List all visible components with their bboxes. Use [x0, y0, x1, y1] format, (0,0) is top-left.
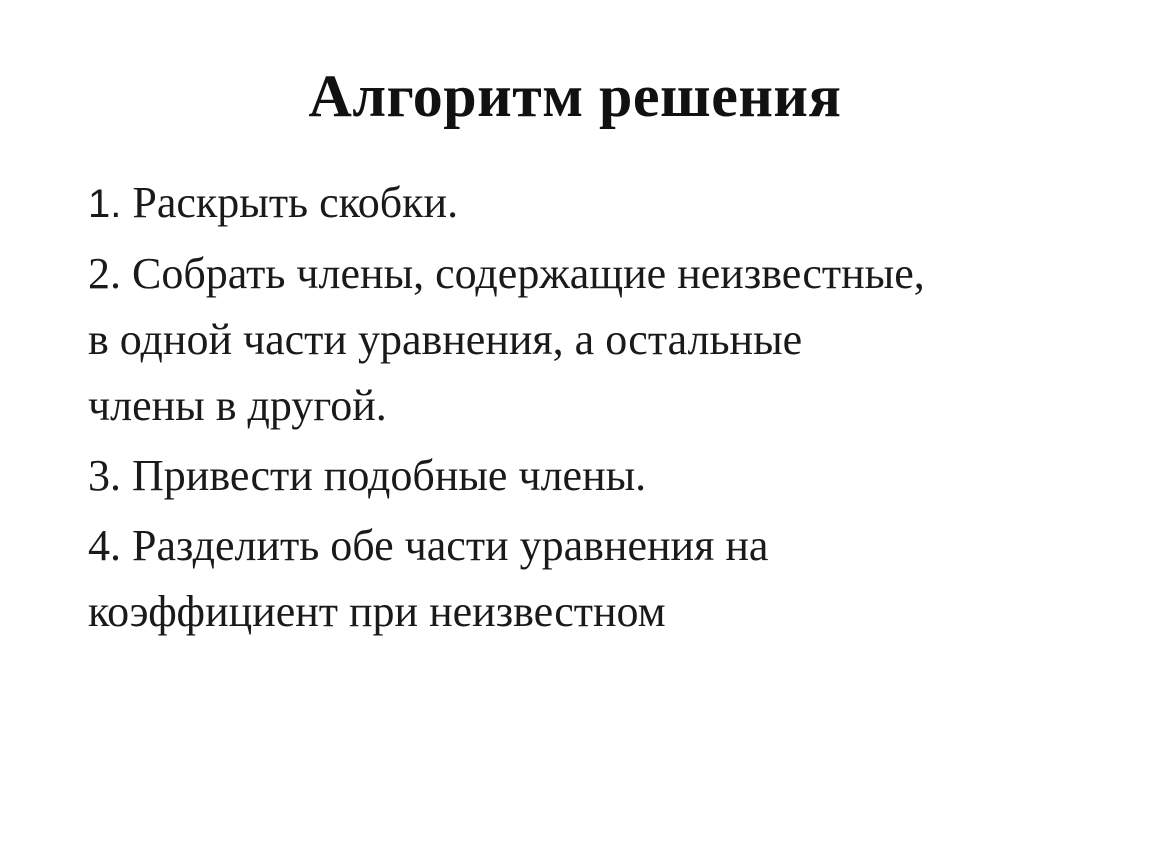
step-3 [88, 443, 1108, 509]
step-4-number: 4. [88, 521, 121, 570]
slide-title: Алгоритм решения [308, 63, 842, 129]
step-4-line-1 [88, 513, 1108, 579]
step-2-text-line-2: в одной части уравнения, а остальные [88, 315, 803, 364]
step-4-text-line-1: Разделить обе части уравнения на [132, 521, 769, 570]
step-2 [88, 241, 1108, 439]
step-3-number: 3. [88, 451, 121, 500]
step-3-line-1 [88, 443, 1108, 509]
step-1-text: Раскрыть скобки. [132, 178, 459, 227]
step-1-line-1 [88, 170, 1108, 237]
step-2-text-line-1: Собрать члены, содержащие неизвестные, [132, 249, 925, 298]
step-4 [88, 513, 1108, 645]
step-2-line-1 [88, 241, 1108, 307]
step-1 [88, 170, 1108, 237]
algorithm-steps-list [88, 170, 1108, 649]
step-2-number: 2. [88, 249, 121, 298]
step-4-text-line-2: коэффициент при неизвестном [88, 587, 666, 636]
step-3-text: Привести подобные члены. [132, 451, 647, 500]
step-1-number: 1. [88, 182, 122, 226]
step-2-text-line-3: члены в другой. [88, 381, 387, 430]
